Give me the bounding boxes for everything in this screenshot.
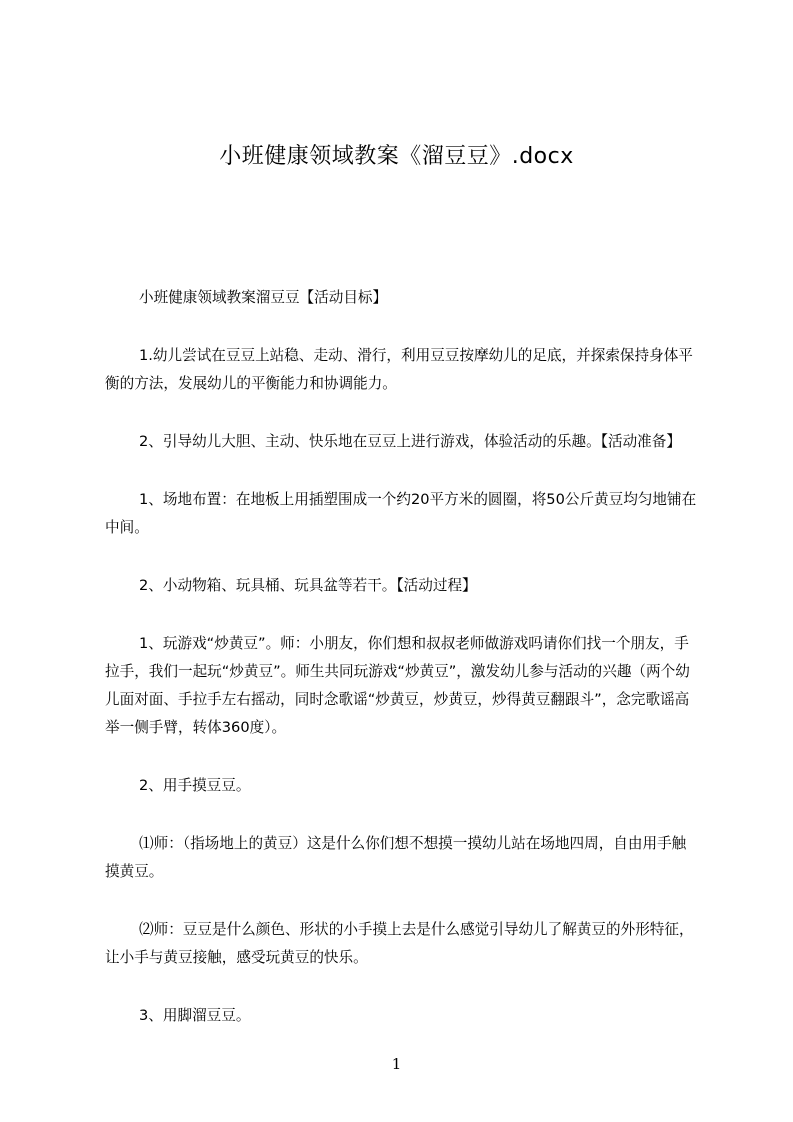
paragraph-process-2: 2、用手摸豆豆。 — [139, 777, 251, 794]
paragraph-section-heading-goals: 小班健康领域教案溜豆豆【活动目标】 — [139, 289, 388, 306]
document-body — [105, 284, 700, 1060]
paragraph-goal-2: 2、引导幼儿大胆、主动、快乐地在豆豆上进行游戏，体验活动的乐趣。【活动准备】 — [139, 433, 681, 450]
paragraph-process-2-2: ⑵师：豆豆是什么颜色、形状的小手摸上去是什么感觉引导幼儿了解黄豆的外形特征，让小手与黄豆接触，感受玩黄豆的快乐。 — [105, 921, 694, 966]
paragraph-prep-2: 2、小动物箱、玩具桶、玩具盆等若干。【活动过程】 — [139, 577, 477, 594]
page-number: 1 — [391, 1055, 402, 1073]
paragraph-goal-1: 1.幼儿尝试在豆豆上站稳、走动、滑行，利用豆豆按摩幼儿的足底，并探索保持身体平衡的方法，发展幼儿的平衡能力和协调能力。 — [105, 347, 693, 392]
paragraph-prep-1: 1、场地布置：在地板上用插塑围成一个约20平方米的圆圈，将50公斤黄豆均匀地铺在中间。 — [105, 491, 697, 536]
document-title: 小班健康领域教案《溜豆豆》.docx — [219, 144, 574, 169]
paragraph-process-3: 3、用脚溜豆豆。 — [139, 1007, 251, 1024]
paragraph-process-2-1: ⑴师：（指场地上的黄豆）这是什么你们想不想摸一摸幼儿站在场地四周，自由用手触摸黄豆。 — [105, 835, 687, 880]
paragraph-process-1: 1、玩游戏“炒黄豆”。师：小朋友，你们想和叔叔老师做游戏吗请你们找一个朋友，手拉手，我们一起玩“炒黄豆”。师生共同玩游戏“炒黄豆”，激发幼儿参与活动的兴趣（两个幼儿面对面、手拉手左右摇动，同时念歌谣“炒黄豆，炒黄豆，炒得黄豆翻跟斗”，念完歌谣高举一侧手臂，转体360度）。 — [105, 635, 690, 736]
